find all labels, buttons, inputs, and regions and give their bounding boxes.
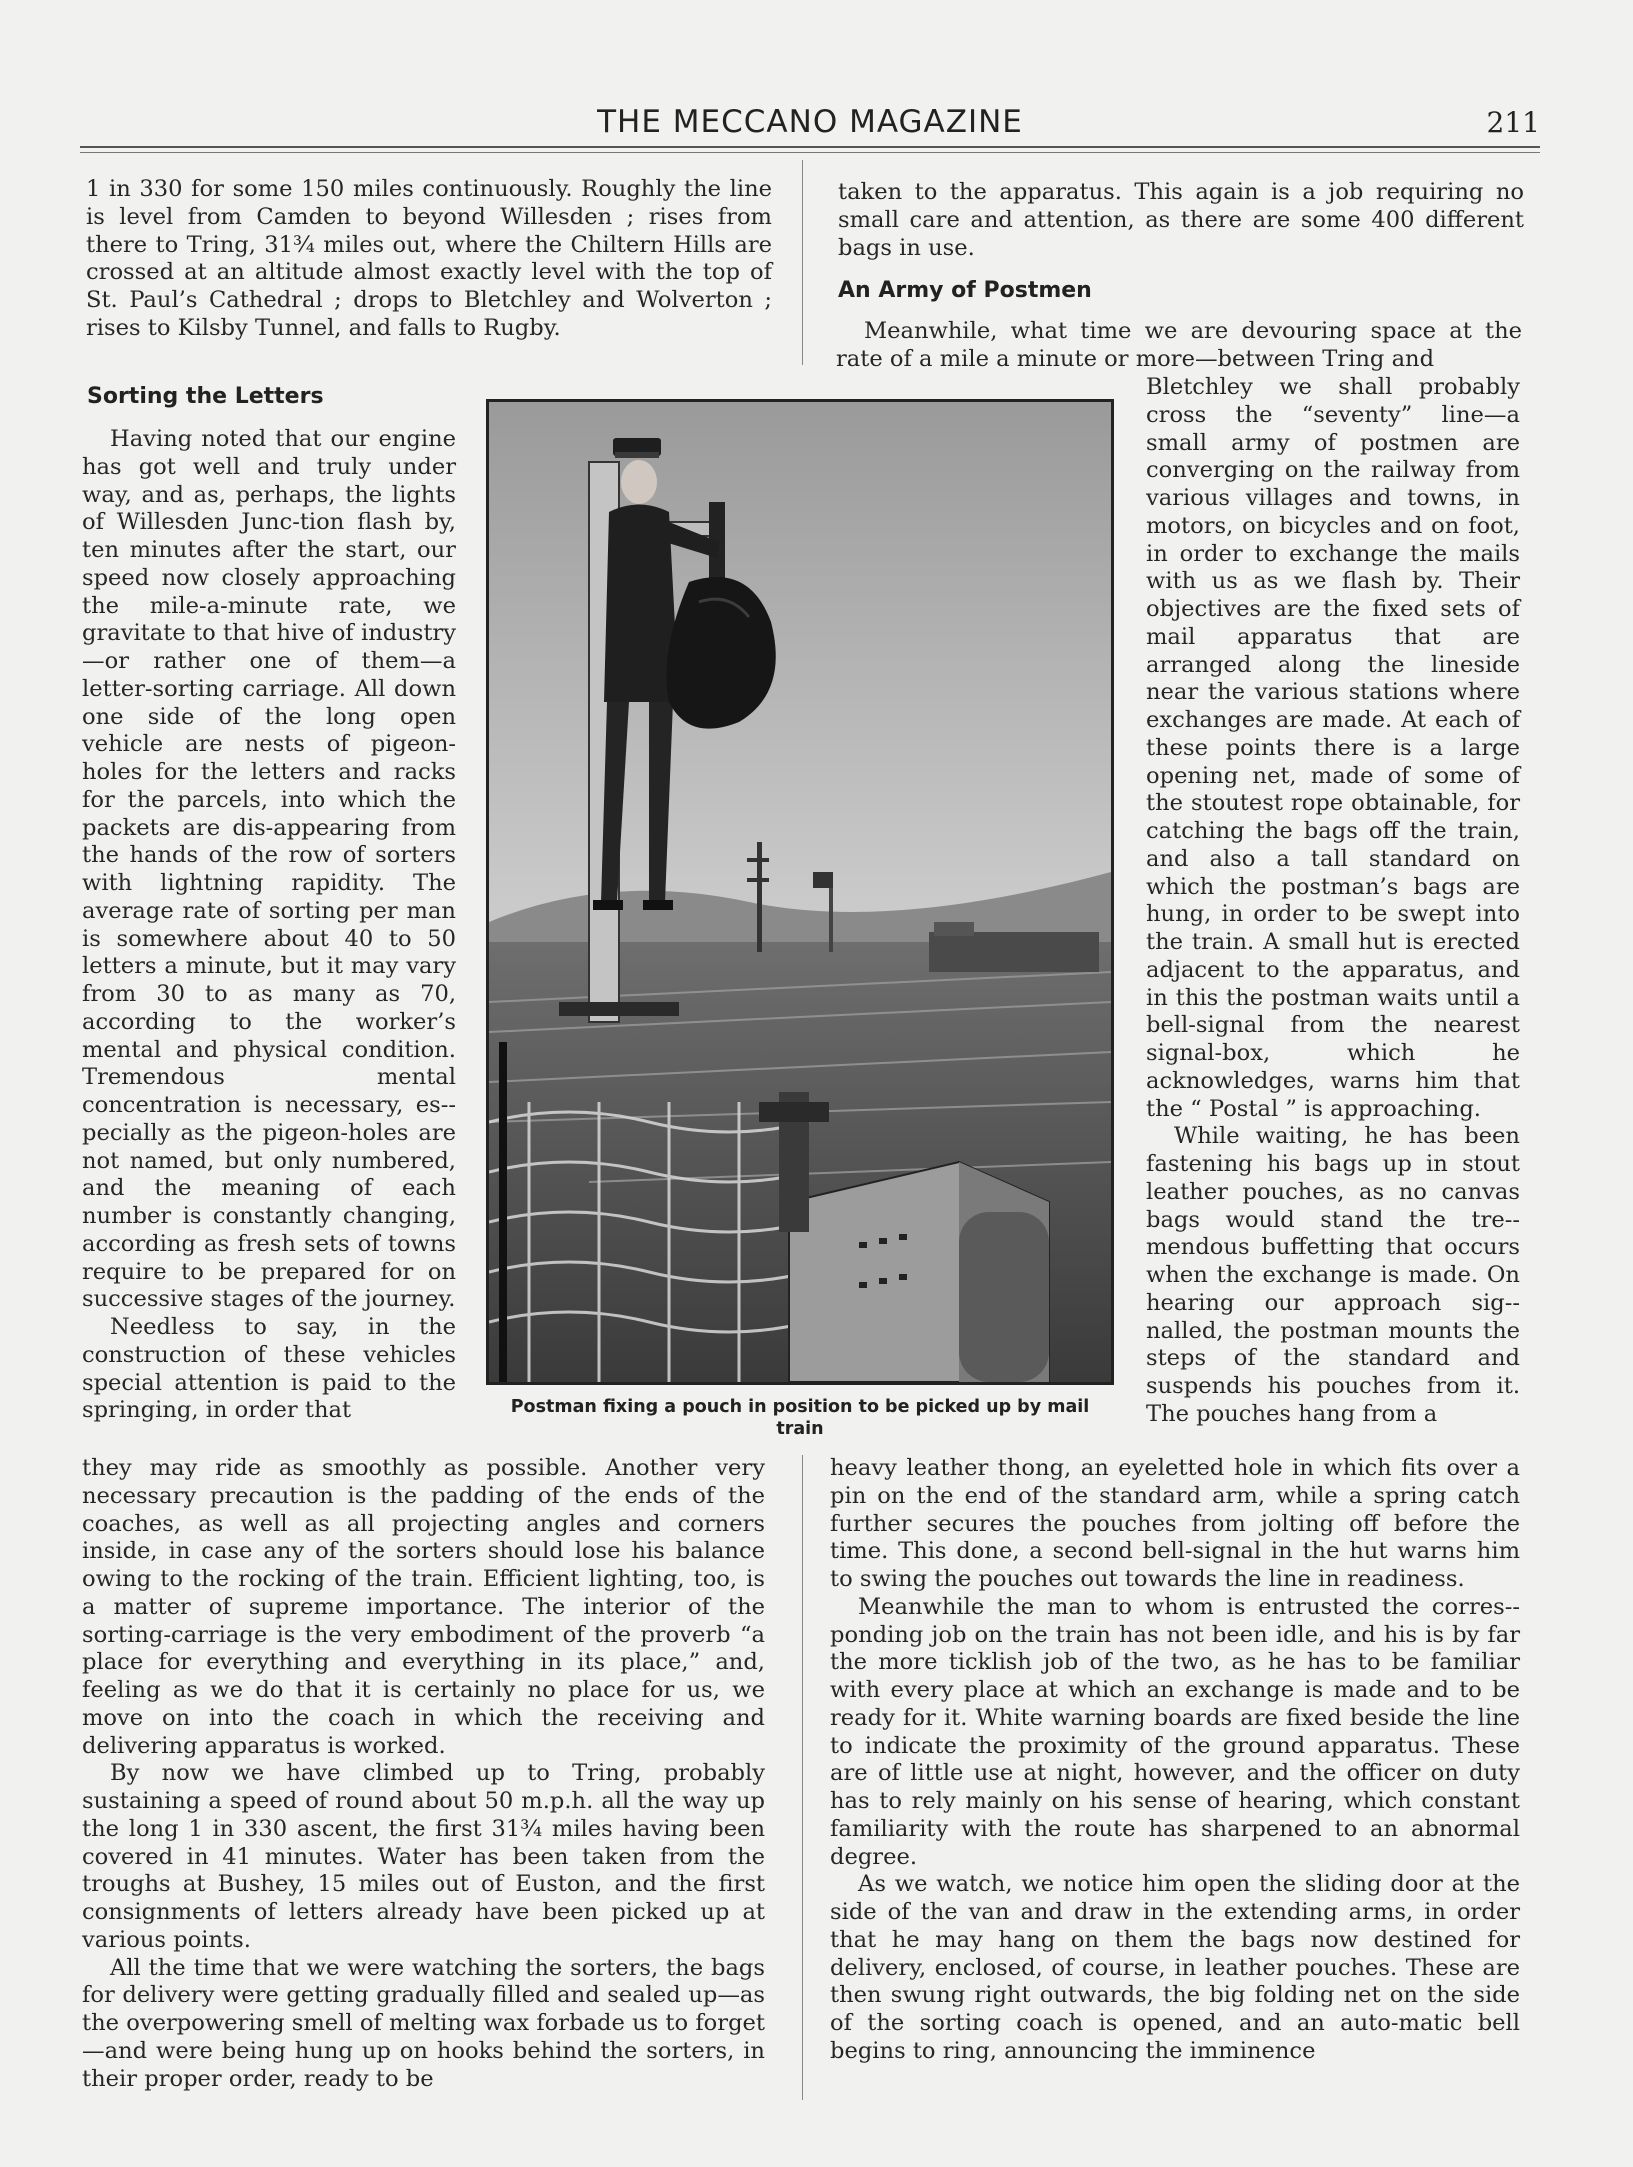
paragraph: Meanwhile, what time we are devouring space at the rate of a mile a minute or more—between Tring and [836, 318, 1522, 372]
header-rule-thin [80, 152, 1540, 153]
paragraph: Needless to say, in the construction of these vehicles special attention is paid to the springing, in order that [82, 1314, 456, 1424]
magazine-title: THE MECCANO MAGAZINE [597, 104, 1023, 140]
right-full-text [836, 318, 1522, 374]
photo-illustration [489, 402, 1111, 1382]
section-heading-sorting: Sorting the Letters [87, 384, 324, 409]
right-lower-text [830, 1455, 1520, 2066]
column-divider-bottom [802, 1455, 803, 2100]
paragraph: Meanwhile the man to whom is entrusted the corres-ponding job on the train has not been idle, and his is by far the more ticklish job of the two, as he has to be familiar with every place at which an exchange is made and to be ready for it. White warning boards are fixed beside the line to indicate the proximity of the ground apparatus. These are of little use at night, however, and the officer on duty has to rely mainly on his sense of hearing, which constant familiarity with the route has sharpened to an abnormal degree. [830, 1593, 1520, 1870]
left-lower-text [82, 1455, 765, 2093]
page-number: 211 [1486, 106, 1540, 139]
paragraph: heavy leather thong, an eyeletted hole in which fits over a pin on the end of the standard arm, while a spring catch further secures the pouches from jolting off before the time. This done, a second bell-signal in the hut warns him to swing the pouches out towards the line in readiness. [830, 1455, 1520, 1592]
paragraph: 1 in 330 for some 150 miles continuously. Roughly the line is level from Camden to beyond Willesden ; rises from there to Tring, 31¾ miles out, where the Chiltern Hills are crossed at an altitude almost exactly level with the top of St. Paul’s Cathedral ; drops to Bletchley and Wolverton ; rises to Kilsby Tunnel, and falls to Rugby. [86, 176, 772, 341]
paragraph: Bletchley we shall probably cross the “seventy” line—a small army of postmen are converging on the railway from various villages and towns, in motors, on bicycles and on foot, in order to exchange the mails with us as we flash by. Their objectives are the fixed sets of mail apparatus that are arranged along the lineside near the various stations where exchanges are made. At each of these points there is a large opening net, made of some of the stoutest rope obtainable, for catching the bags off the train, and also a tall standard on which the postman’s bags are hung, in order to be swept into the train. A small hut is erected adjacent to the apparatus, and in this the postman waits until a bell-signal from the nearest signal-box, which he acknowledges, warns him that the “ Postal ” is approaching. [1146, 374, 1520, 1122]
paragraph: While waiting, he has been fastening his bags up in stout leather pouches, as no canvas bags would stand the tre-mendous buffetting that occurs when the exchange is made. On hearing our approach sig-nalled, the postman mounts the steps of the standard and suspends his pouches from it. The pouches hang from a [1146, 1123, 1520, 1427]
paragraph: they may ride as smoothly as possible. Another very necessary precaution is the padding of the ends of the coaches, as well as all projecting angles and corners inside, in case any of the sorters should lose his balance owing to the rocking of the train. Efficient lighting, too, is a matter of supreme importance. The interior of the sorting-carriage is the very embodiment of the proverb “a place for everything and everything in its place,” and, feeling as we do that it is certainly no place for us, we move on into the coach in which the receiving and delivering apparatus is worked. [82, 1455, 765, 1759]
paragraph: As we watch, we notice him open the sliding door at the side of the van and draw in the extending arms, in order that he may hang on them the bags now destined for delivery, enclosed, of course, in leather pouches. These are then swung right outwards, the big folding net on the side of the sorting coach is opened, and an auto-matic bell begins to ring, announcing the imminence [830, 1871, 1520, 2064]
photo-postman-pouch [486, 399, 1114, 1385]
left-narrow-text [82, 426, 456, 1425]
section-heading-postmen: An Army of Postmen [838, 278, 1092, 303]
paragraph: By now we have climbed up to Tring, probably sustaining a speed of round about 50 m.p.h. all the way up the long 1 in 330 ascent, the first 31¾ miles having been covered in 41 minutes. Water has been taken from the troughs at Bushey, 15 miles out of Euston, and the first consignments of letters already have been picked up at various points. [82, 1760, 765, 1953]
left-intro-text [86, 176, 772, 343]
right-intro-text [838, 179, 1524, 262]
right-narrow-text [1146, 374, 1520, 1429]
paragraph: taken to the apparatus. This again is a job requiring no small care and attention, as there are some 400 different bags in use. [838, 179, 1524, 261]
paragraph: All the time that we were watching the sorters, the bags for delivery were getting gradually filled and sealed up—as the overpowering smell of melting wax forbade us to forget—and were being hung up on hooks behind the sorters, in their proper order, ready to be [82, 1954, 765, 2092]
column-divider-top [802, 160, 803, 365]
figure-caption: Postman fixing a pouch in position to be picked up by mail train [510, 1397, 1090, 1439]
masthead [80, 100, 1540, 144]
paragraph: Having noted that our engine has got well and truly under way, and as, perhaps, the lights of Willesden Junc-tion flash by, ten minutes after the start, our speed now closely approaching the mile-a-minute rate, we gravitate to that hive of industry—or rather one of them—a letter-sorting carriage. All down one side of the long open vehicle are nests of pigeon-holes for the letters and racks for the parcels, into which the packets are dis-appearing from the hands of the row of sorters with lightning rapidity. The average rate of sorting per man is somewhere about 40 to 50 letters a minute, but it may vary from 30 to as many as 70, according to the worker’s mental and physical condition. Tremendous mental concentration is necessary, es-pecially as the pigeon-holes are not named, but only numbered, and the meaning of each number is constantly changing, according as fresh sets of towns require to be prepared for on successive stages of the journey. [82, 426, 456, 1313]
header-rule [80, 146, 1540, 148]
